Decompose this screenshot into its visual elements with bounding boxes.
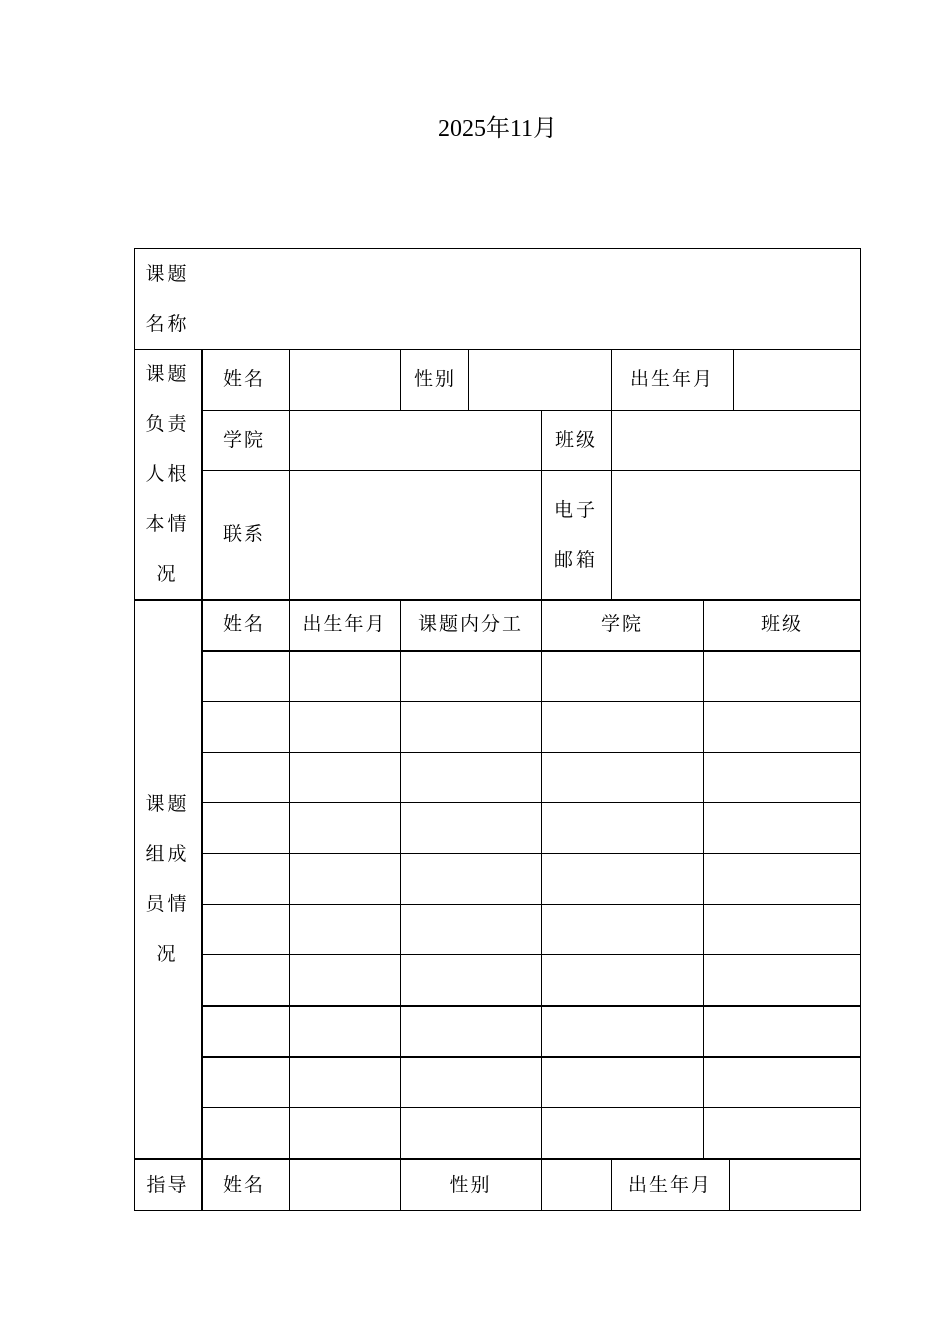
member-class-cell[interactable]	[703, 904, 861, 954]
table-border-line	[201, 802, 861, 803]
member-class-cell[interactable]	[703, 802, 861, 853]
leader-college-label: 学院	[223, 428, 266, 451]
member-college-cell[interactable]	[541, 904, 703, 954]
table-border-line	[201, 954, 861, 955]
leader-gender-field[interactable]	[468, 349, 611, 410]
member-name-cell[interactable]	[201, 1005, 289, 1056]
member-name-cell[interactable]	[201, 752, 289, 802]
leader-info-label	[134, 349, 201, 599]
table-border-line	[703, 599, 704, 1159]
members-info-label-line: 况	[156, 943, 179, 965]
members-col-college: 学院	[600, 613, 643, 635]
member-college-cell[interactable]	[541, 954, 703, 1005]
table-border-line	[289, 349, 290, 600]
advisor-name-field[interactable]	[289, 1159, 400, 1211]
table-border-line	[201, 470, 861, 471]
member-college-cell[interactable]	[541, 701, 703, 752]
members-info-label-line: 课题	[145, 793, 190, 815]
leader-email-label	[541, 470, 611, 599]
leader-gender-label: 性别	[414, 368, 457, 390]
table-border-line	[134, 599, 861, 601]
member-class-cell[interactable]	[703, 650, 861, 701]
leader-email-field[interactable]	[611, 470, 861, 599]
table-border-line	[860, 248, 861, 1211]
table-border-line	[201, 752, 861, 753]
member-name-cell[interactable]	[201, 650, 289, 701]
member-birth-cell[interactable]	[289, 752, 400, 802]
table-border-line	[400, 1158, 401, 1211]
topic-name-label-line: 名称	[145, 312, 190, 335]
table-border-line	[733, 349, 734, 411]
leader-college-field[interactable]	[289, 410, 541, 470]
member-college-cell[interactable]	[541, 802, 703, 853]
member-class-cell[interactable]	[703, 853, 861, 904]
member-class-cell[interactable]	[703, 1005, 861, 1056]
leader-class-field[interactable]	[611, 410, 861, 470]
member-birth-cell[interactable]	[289, 1107, 400, 1158]
table-border-line	[201, 650, 861, 652]
member-class-cell[interactable]	[703, 1056, 861, 1107]
member-name-cell[interactable]	[201, 904, 289, 954]
member-division-cell[interactable]	[400, 1107, 541, 1158]
table-border-line	[134, 1210, 861, 1211]
member-name-cell[interactable]	[201, 802, 289, 853]
member-division-cell[interactable]	[400, 954, 541, 1005]
member-birth-cell[interactable]	[289, 650, 400, 701]
member-name-cell[interactable]	[201, 954, 289, 1005]
advisor-name-label: 姓名	[223, 1173, 266, 1196]
member-class-cell[interactable]	[703, 954, 861, 1005]
leader-class-label: 班级	[554, 428, 597, 451]
member-birth-cell[interactable]	[289, 904, 400, 954]
table-border-line	[201, 1107, 861, 1108]
table-border-line	[611, 410, 612, 600]
member-division-cell[interactable]	[400, 752, 541, 802]
members-col-class: 班级	[760, 613, 803, 635]
table-border-line	[201, 904, 861, 905]
leader-contact-label: 联系	[223, 523, 266, 545]
member-college-cell[interactable]	[541, 853, 703, 904]
member-birth-cell[interactable]	[289, 1005, 400, 1056]
leader-email-label-line: 电子	[553, 498, 598, 521]
table-border-line	[611, 349, 612, 411]
application-form-table	[134, 248, 861, 1211]
member-division-cell[interactable]	[400, 904, 541, 954]
table-border-line	[611, 1158, 612, 1211]
member-name-cell[interactable]	[201, 701, 289, 752]
members-col-birth: 出生年月	[302, 613, 387, 635]
topic-name-field[interactable]	[201, 248, 861, 349]
table-border-line	[134, 248, 135, 1211]
topic-name-label	[134, 248, 201, 349]
member-college-cell[interactable]	[541, 752, 703, 802]
members-info-label-line: 员情	[145, 893, 190, 915]
member-birth-cell[interactable]	[289, 1056, 400, 1107]
members-info-label-line: 组成	[145, 843, 190, 865]
table-border-line	[134, 349, 861, 350]
members-info-label	[134, 599, 201, 1159]
table-border-line	[541, 410, 542, 600]
member-birth-cell[interactable]	[289, 701, 400, 752]
advisor-label: 指导	[146, 1173, 189, 1196]
member-birth-cell[interactable]	[289, 853, 400, 904]
member-division-cell[interactable]	[400, 650, 541, 701]
leader-birth-field[interactable]	[733, 349, 861, 410]
table-border-line	[201, 701, 861, 702]
member-college-cell[interactable]	[541, 650, 703, 701]
table-border-line	[201, 1005, 861, 1007]
leader-info-label-line: 本情	[145, 513, 190, 535]
table-border-line	[541, 599, 542, 1159]
leader-name-field[interactable]	[289, 349, 400, 410]
leader-contact-field[interactable]	[289, 470, 541, 599]
member-name-cell[interactable]	[201, 1056, 289, 1107]
member-class-cell[interactable]	[703, 752, 861, 802]
member-name-cell[interactable]	[201, 1107, 289, 1158]
table-border-line	[201, 410, 861, 411]
table-border-line	[468, 349, 469, 411]
member-division-cell[interactable]	[400, 853, 541, 904]
topic-name-label-line: 课题	[145, 262, 190, 285]
leader-info-label-line: 课题	[145, 363, 190, 385]
table-border-line	[201, 349, 203, 1211]
member-division-cell[interactable]	[400, 701, 541, 752]
member-name-cell[interactable]	[201, 853, 289, 904]
table-border-line	[289, 1158, 290, 1211]
advisor-gender-label: 性别	[449, 1173, 492, 1196]
leader-birth-label: 出生年月	[629, 368, 714, 390]
members-col-name: 姓名	[223, 613, 266, 635]
leader-email-label-line: 邮箱	[553, 548, 598, 571]
leader-name-label: 姓名	[223, 368, 266, 390]
member-college-cell[interactable]	[541, 1056, 703, 1107]
members-col-division: 课题内分工	[417, 613, 523, 635]
member-college-cell[interactable]	[541, 1005, 703, 1056]
member-college-cell[interactable]	[541, 1107, 703, 1158]
member-birth-cell[interactable]	[289, 802, 400, 853]
table-border-line	[134, 248, 861, 249]
member-birth-cell[interactable]	[289, 954, 400, 1005]
table-border-line	[134, 1158, 861, 1160]
member-class-cell[interactable]	[703, 1107, 861, 1158]
table-border-line	[400, 349, 401, 411]
leader-info-label-line: 负责	[145, 413, 190, 435]
member-division-cell[interactable]	[400, 1056, 541, 1107]
table-border-line	[201, 853, 861, 854]
leader-info-label-line: 况	[156, 563, 179, 585]
member-division-cell[interactable]	[400, 1005, 541, 1056]
advisor-gender-field[interactable]	[541, 1159, 611, 1211]
leader-info-label-line: 人根	[145, 463, 190, 485]
table-border-line	[729, 1158, 730, 1211]
table-border-line	[541, 1158, 542, 1211]
advisor-birth-label: 出生年月	[627, 1173, 712, 1196]
table-border-line	[400, 599, 401, 1159]
table-border-line	[289, 599, 290, 1159]
report-date: 2025年11月	[437, 116, 558, 142]
advisor-birth-field[interactable]	[729, 1159, 861, 1211]
member-class-cell[interactable]	[703, 701, 861, 752]
member-division-cell[interactable]	[400, 802, 541, 853]
table-border-line	[201, 1056, 861, 1058]
